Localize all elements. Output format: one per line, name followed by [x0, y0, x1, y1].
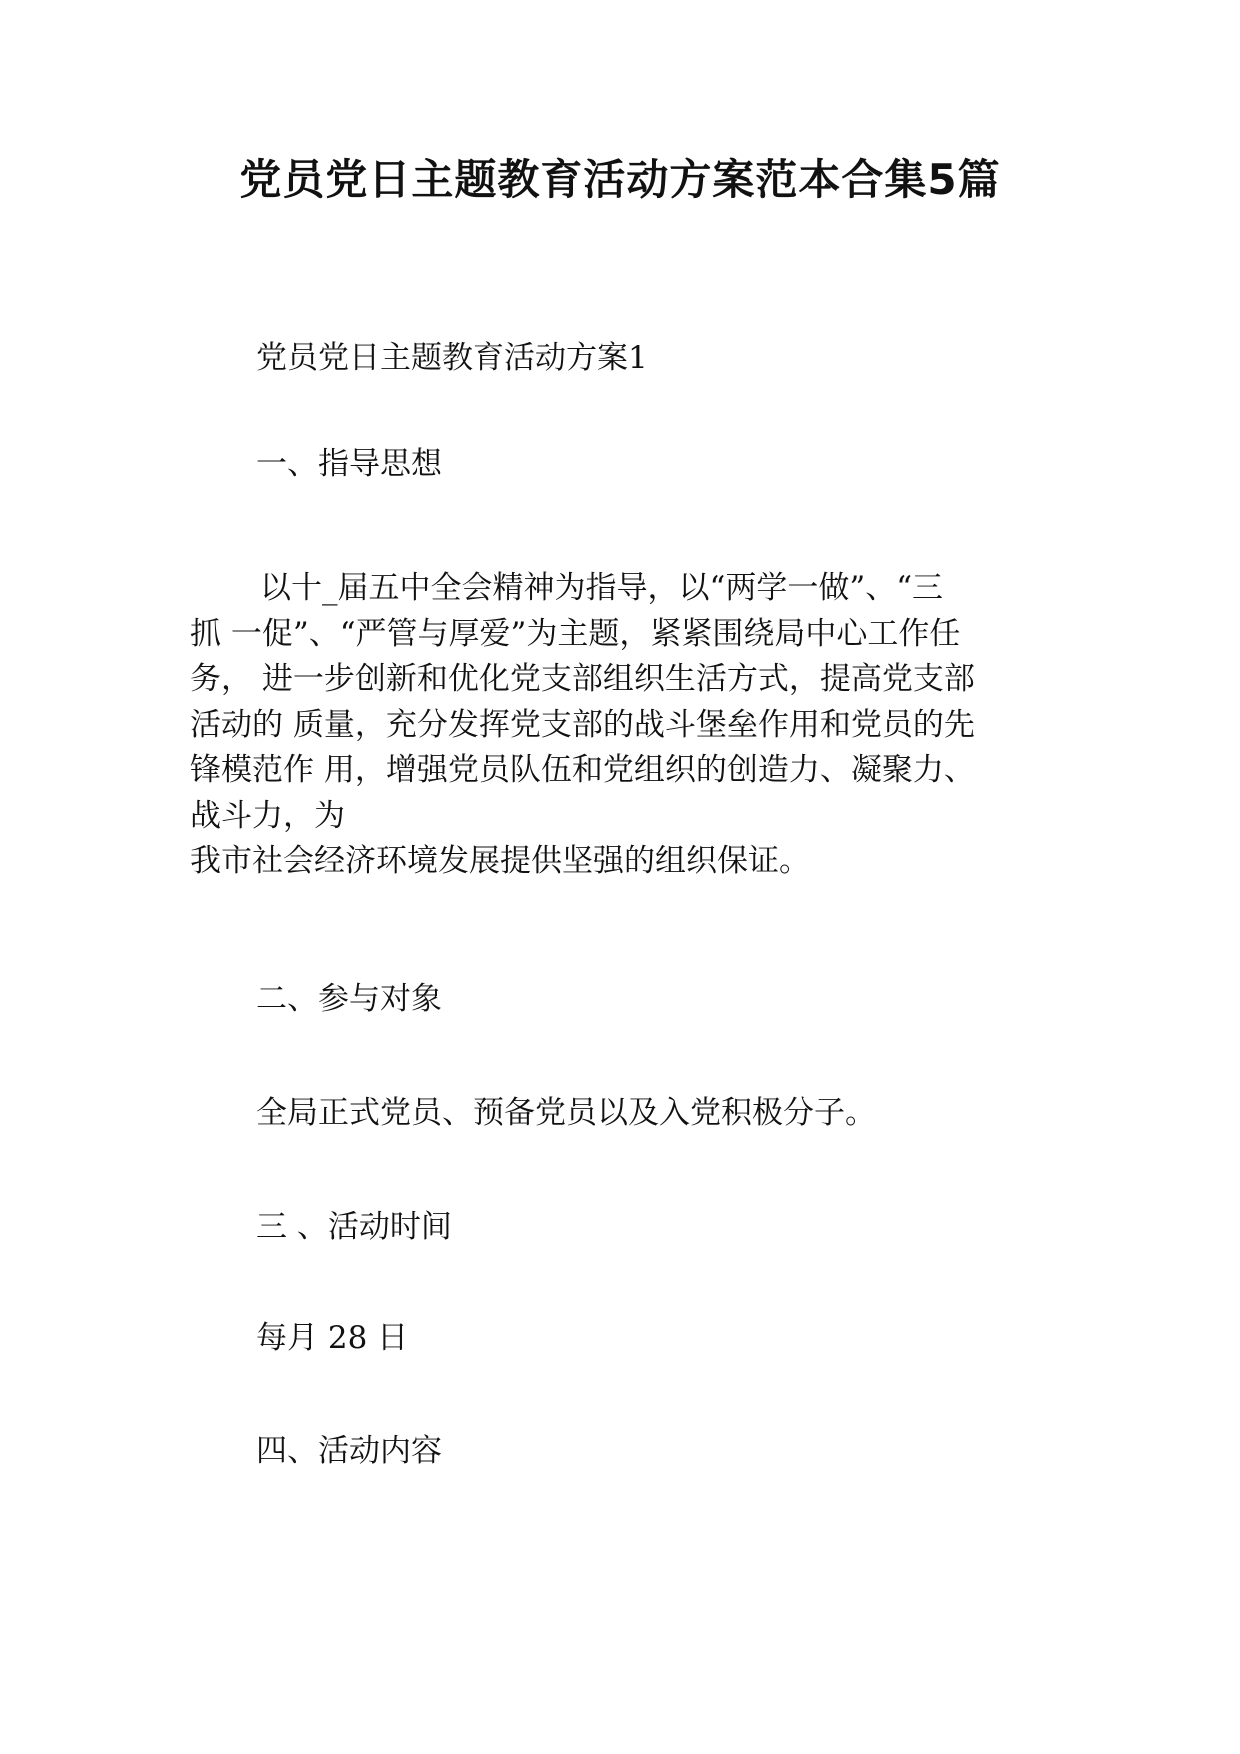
paragraph-line: 我市社会经济环境发展提供坚强的组织保证。	[190, 843, 810, 879]
time-text: 每月 28 日	[256, 1320, 409, 1356]
section-heading-time: 三 、活动时间	[256, 1209, 452, 1245]
paragraph-line: 活动的 质量，充分发挥党支部的战斗堡垒作用和党员的先	[190, 706, 975, 743]
section-heading-content: 四、活动内容	[256, 1433, 442, 1469]
paragraph-line: 锋模范作 用，增强党员队伍和党组织的创造力、凝聚力、	[190, 752, 975, 788]
paragraph-line: 务， 进一步创新和优化党支部组织生活方式，提高党支部	[190, 661, 975, 697]
paragraph-line: 抓 一促”、“严管与厚爱”为主题，紧紧围绕局中心工作任	[190, 615, 961, 652]
participants-text: 全局正式党员、预备党员以及入党积极分子。	[256, 1095, 876, 1131]
guiding-paragraph	[190, 566, 1040, 885]
paragraph-line: 战斗力，为	[190, 797, 345, 834]
document-title: 党员党日主题教育活动方案范本合集5篇	[239, 155, 1001, 204]
paragraph-line: 以十_届五中全会精神为指导，以“两学一做”、“三	[260, 570, 944, 606]
plan-subtitle: 党员党日主题教育活动方案1	[256, 340, 648, 376]
section-heading-guiding: 一、指导思想	[256, 446, 442, 482]
section-heading-participants: 二、参与对象	[256, 981, 442, 1017]
